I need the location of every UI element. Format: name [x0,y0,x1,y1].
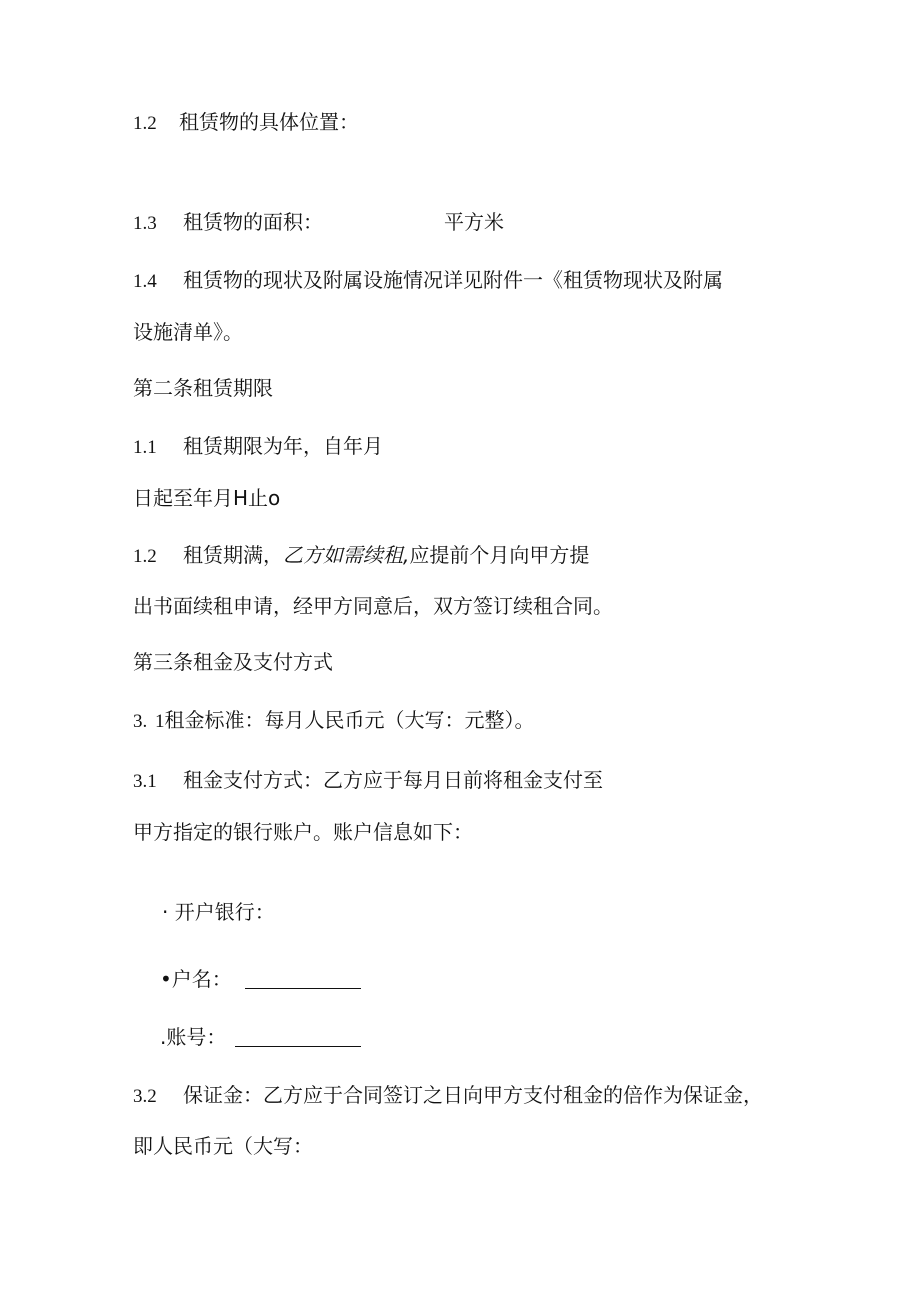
clause-number: 1.2 [133,113,157,134]
clause-number: 3. [133,711,148,732]
clause-text: 租赁期限为年，自年月 [183,434,383,458]
clause-1-3 [133,208,323,238]
clause-1-4 [133,266,723,296]
clause-1-4-continued: 设施清单》。 [133,320,243,344]
clause-number: 1.1 [133,437,157,458]
clause-number: 3.1 [133,771,157,792]
clause-3-2-continued: 即人民币元（大写： [133,1134,313,1158]
clause-3-1-continued: 甲方指定的银行账户。账户信息如下： [133,820,473,844]
area-unit: 平方米 [444,210,504,234]
clause-3-2-deposit [133,1081,763,1111]
account-number-label: .账号： [160,1025,227,1049]
clause-text-b: 应提前个月向甲方提 [409,543,590,567]
clause-text: 租金支付方式：乙方应于每月日前将租金支付至 [183,768,603,792]
section-heading: 第三条租金及支付方式 [133,650,333,674]
clause-1-2 [133,108,359,138]
clause-number: 1.4 [133,271,157,292]
section-heading: 第二条租赁期限 [133,376,273,400]
clause-1-1 [133,432,383,462]
clause-number: 1.3 [133,213,157,234]
account-name-blank [245,988,361,989]
clause-3-1-rent-standard [133,706,535,736]
bank-name-label: · 开户银行： [162,900,275,924]
clause-1-1-continued: 日起至年月H止o [133,486,281,510]
clause-text-a: 租赁期满， [183,543,283,567]
clause-1-2-renewal [133,541,589,571]
clause-number-sub: 1 [155,711,165,732]
clause-text-italic: 乙方如需续租, [283,543,410,567]
account-name-label: •户名： [160,967,232,991]
clause-number: 1.2 [133,546,157,567]
clause-text: 保证金：乙方应于合同签订之日向甲方支付租金的倍作为保证金， [183,1083,763,1107]
clause-text: 租赁物的面积： [183,210,323,234]
clause-1-2-continued: 出书面续租申请，经甲方同意后，双方签订续租合同。 [133,594,613,618]
clause-number: 3.2 [133,1086,157,1107]
clause-text: 租金标准：每月人民币元（大写：元整）。 [164,708,535,732]
account-number-blank [235,1046,361,1047]
clause-text: 租赁物的现状及附属设施情况详见附件一《租赁物现状及附属 [183,268,723,292]
clause-3-1-payment [133,766,603,796]
clause-text: 租赁物的具体位置： [179,110,359,134]
